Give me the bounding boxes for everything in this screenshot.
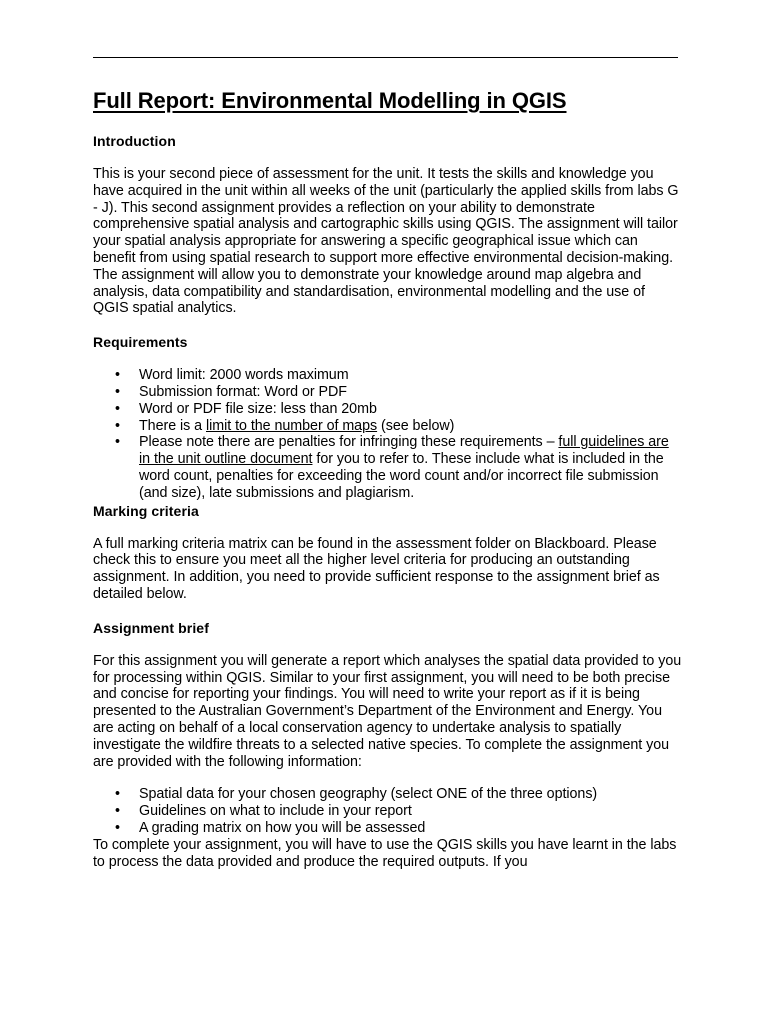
assignment-brief-paragraph: For this assignment you will generate a report which analyses the spatial data provided to you for processing within QGIS. Similar to your first assignment, you will need to be both precise and concise for reporting your findings. You will need to write your report as if it is being presented to the Australian Government’s Department of the Environment and Energy. You are acting on behalf of a local conservation agency to undertake analysis to spatially investigate the wildfire threats to a selected native species. To complete the assignment you are provided with the following information: — [93, 652, 682, 770]
document-body — [93, 86, 683, 870]
marking-criteria-heading: Marking criteria — [93, 502, 199, 519]
provided-information-list — [93, 786, 683, 836]
list-item: • A grading matrix on how you will be assessed — [93, 820, 683, 837]
penalties-item-prefix: Please note there are penalties for infringing these requirements – — [139, 434, 559, 451]
list-item — [93, 434, 683, 501]
requirements-heading: Requirements — [93, 334, 188, 351]
list-item — [93, 418, 683, 435]
introduction-paragraph: This is your second piece of assessment for the unit. It tests the skills and knowledge you have acquired in the unit within all weeks of the unit (particularly the applied skills from labs G - J). This second assignment provides a reflection on your ability to demonstrate comprehensive spatial analysis and cartographic skills using QGIS. The assignment will tailor your spatial analysis appropriate for answering a specific geographical issue which can benefit from using spatial research to support more effective environmental decision-making. The assignment will allow you to demonstrate your knowledge around map algebra and analysis, data compatibility and standardisation, environmental modelling and the use of QGIS spatial analytics. — [93, 166, 679, 317]
marking-criteria-paragraph: A full marking criteria matrix can be found in the assessment folder on Blackboard. Please check this to ensure you meet all the higher level criteria for producing an outstanding assignment. In addition, you need to provide sufficient response to the assignment brief as detailed below. — [93, 535, 660, 602]
closing-paragraph: To complete your assignment, you will have to use the QGIS skills you have learnt in the labs to process the data provided and produce the required outputs. If you — [93, 836, 677, 870]
header-rule — [93, 57, 678, 58]
maps-item-suffix: (see below) — [377, 417, 455, 434]
introduction-heading: Introduction — [93, 133, 176, 149]
document-title: Full Report: Environmental Modelling in QGIS — [93, 88, 567, 113]
maps-item-prefix: There is a — [139, 417, 206, 434]
list-item: • Spatial data for your chosen geography (select ONE of the three options) — [93, 786, 683, 803]
unit-outline-link[interactable]: full guidelines are in the unit outline document — [139, 434, 669, 468]
list-item: • Word or PDF file size: less than 20mb — [93, 401, 683, 418]
assignment-brief-heading: Assignment brief — [93, 619, 209, 636]
penalties-item-suffix: for you to refer to. These include what is included in the word count, penalties for exceeding the word count and/or incorrect file submission (and size), late submissions and plagiarism. — [139, 451, 664, 501]
list-item: • Guidelines on what to include in your report — [93, 803, 683, 820]
list-item: • Word limit: 2000 words maximum — [93, 367, 683, 384]
maps-limit-link[interactable]: limit to the number of maps — [206, 417, 378, 434]
list-item: • Submission format: Word or PDF — [93, 384, 683, 401]
requirements-list — [93, 367, 683, 501]
